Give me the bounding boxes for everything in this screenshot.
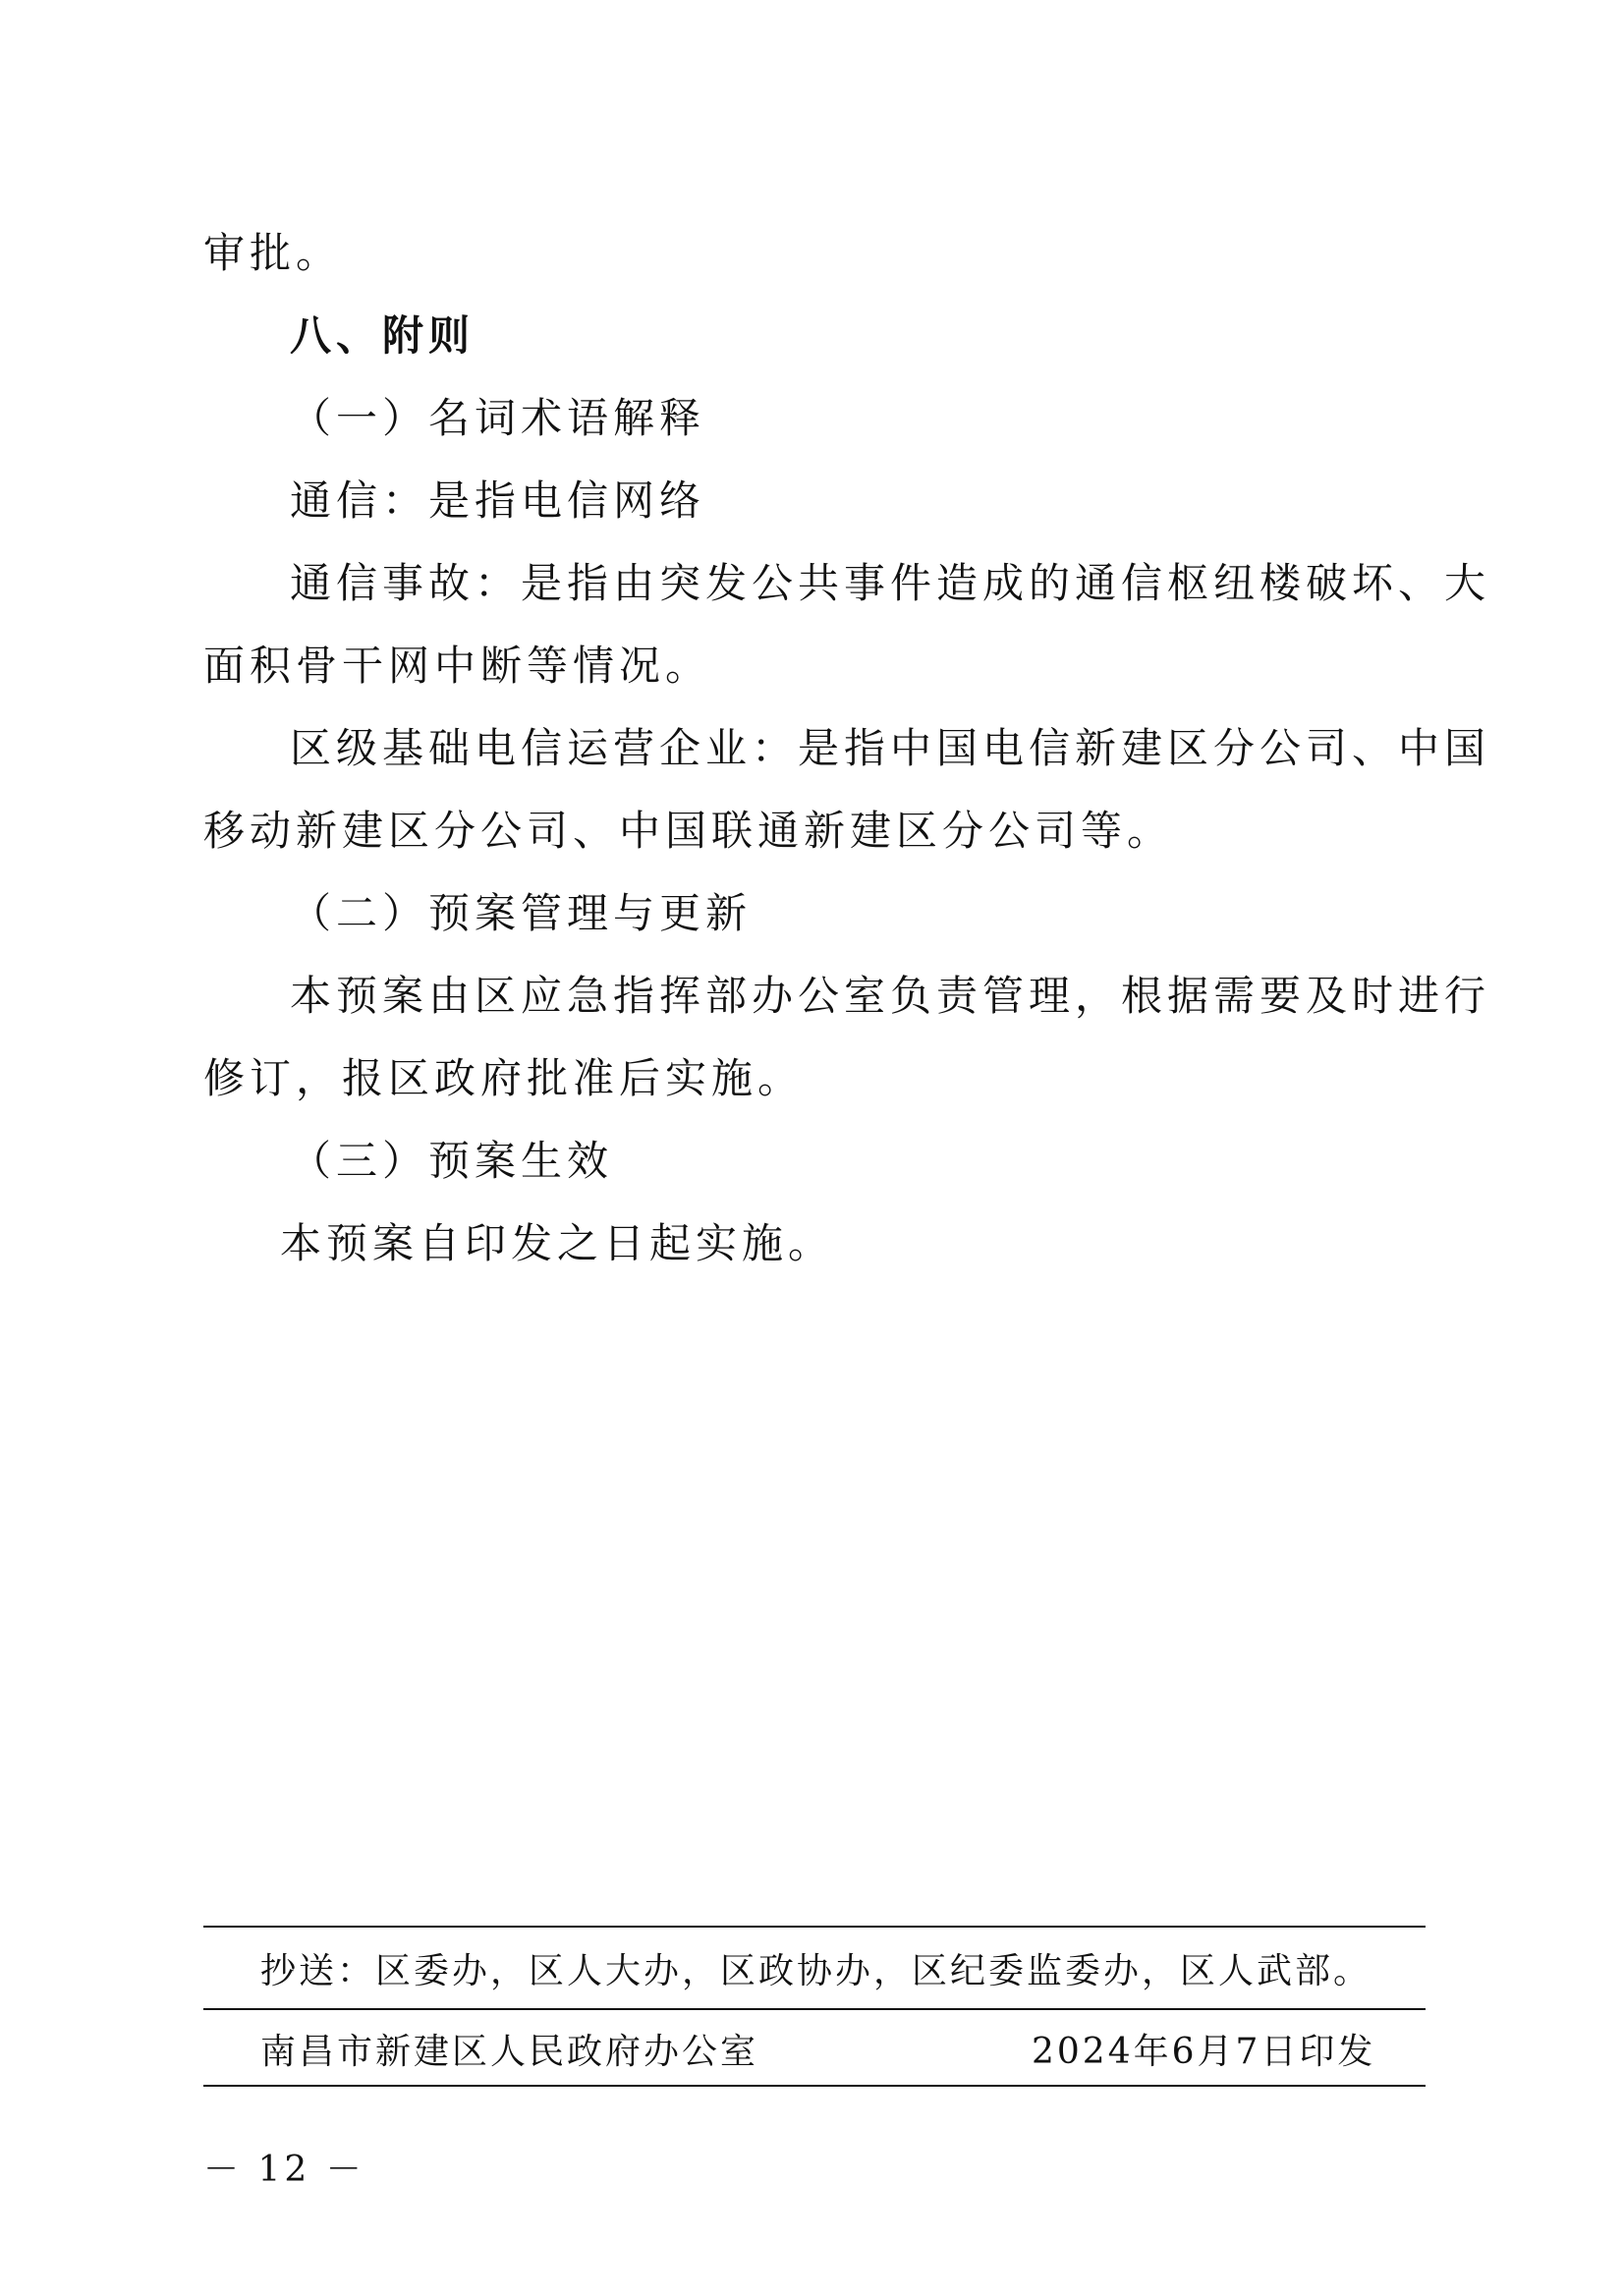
body-line: 区级基础电信运营企业：是指中国电信新建区分公司、中国	[290, 724, 1491, 772]
body-line: 移动新建区分公司、中国联通新建区分公司等。	[203, 807, 1174, 855]
page-number: － 12 －	[203, 2150, 365, 2190]
body-line: 本预案由区应急指挥部办公室负责管理，根据需要及时进行	[290, 972, 1491, 1020]
body-line: 通信事故：是指由突发公共事件造成的通信枢纽楼破坏、大	[290, 559, 1491, 607]
subsection-heading: （三）预案生效	[290, 1137, 614, 1185]
footer-middle-rule	[203, 2008, 1426, 2010]
body-line: 审批。	[203, 229, 343, 277]
subsection-heading: （一）名词术语解释	[290, 394, 706, 442]
body-line: 本预案自印发之日起实施。	[280, 1219, 835, 1267]
footer-bottom-rule	[203, 2085, 1426, 2087]
body-line: 通信：是指电信网络	[290, 476, 706, 525]
body-line: 面积骨干网中断等情况。	[203, 642, 712, 690]
subsection-heading: （二）预案管理与更新	[290, 889, 753, 937]
issuer: 南昌市新建区人民政府办公室	[260, 2032, 759, 2072]
cc-line: 抄送：区委办，区人大办，区政协办，区纪委监委办，区人武部。	[260, 1951, 1372, 1991]
issue-date: 2024年6月7日印发	[1032, 2032, 1376, 2072]
footer-top-rule	[203, 1926, 1426, 1928]
body-line: 修订，报区政府批准后实施。	[203, 1054, 805, 1102]
section-heading: 八、附则	[290, 311, 476, 360]
